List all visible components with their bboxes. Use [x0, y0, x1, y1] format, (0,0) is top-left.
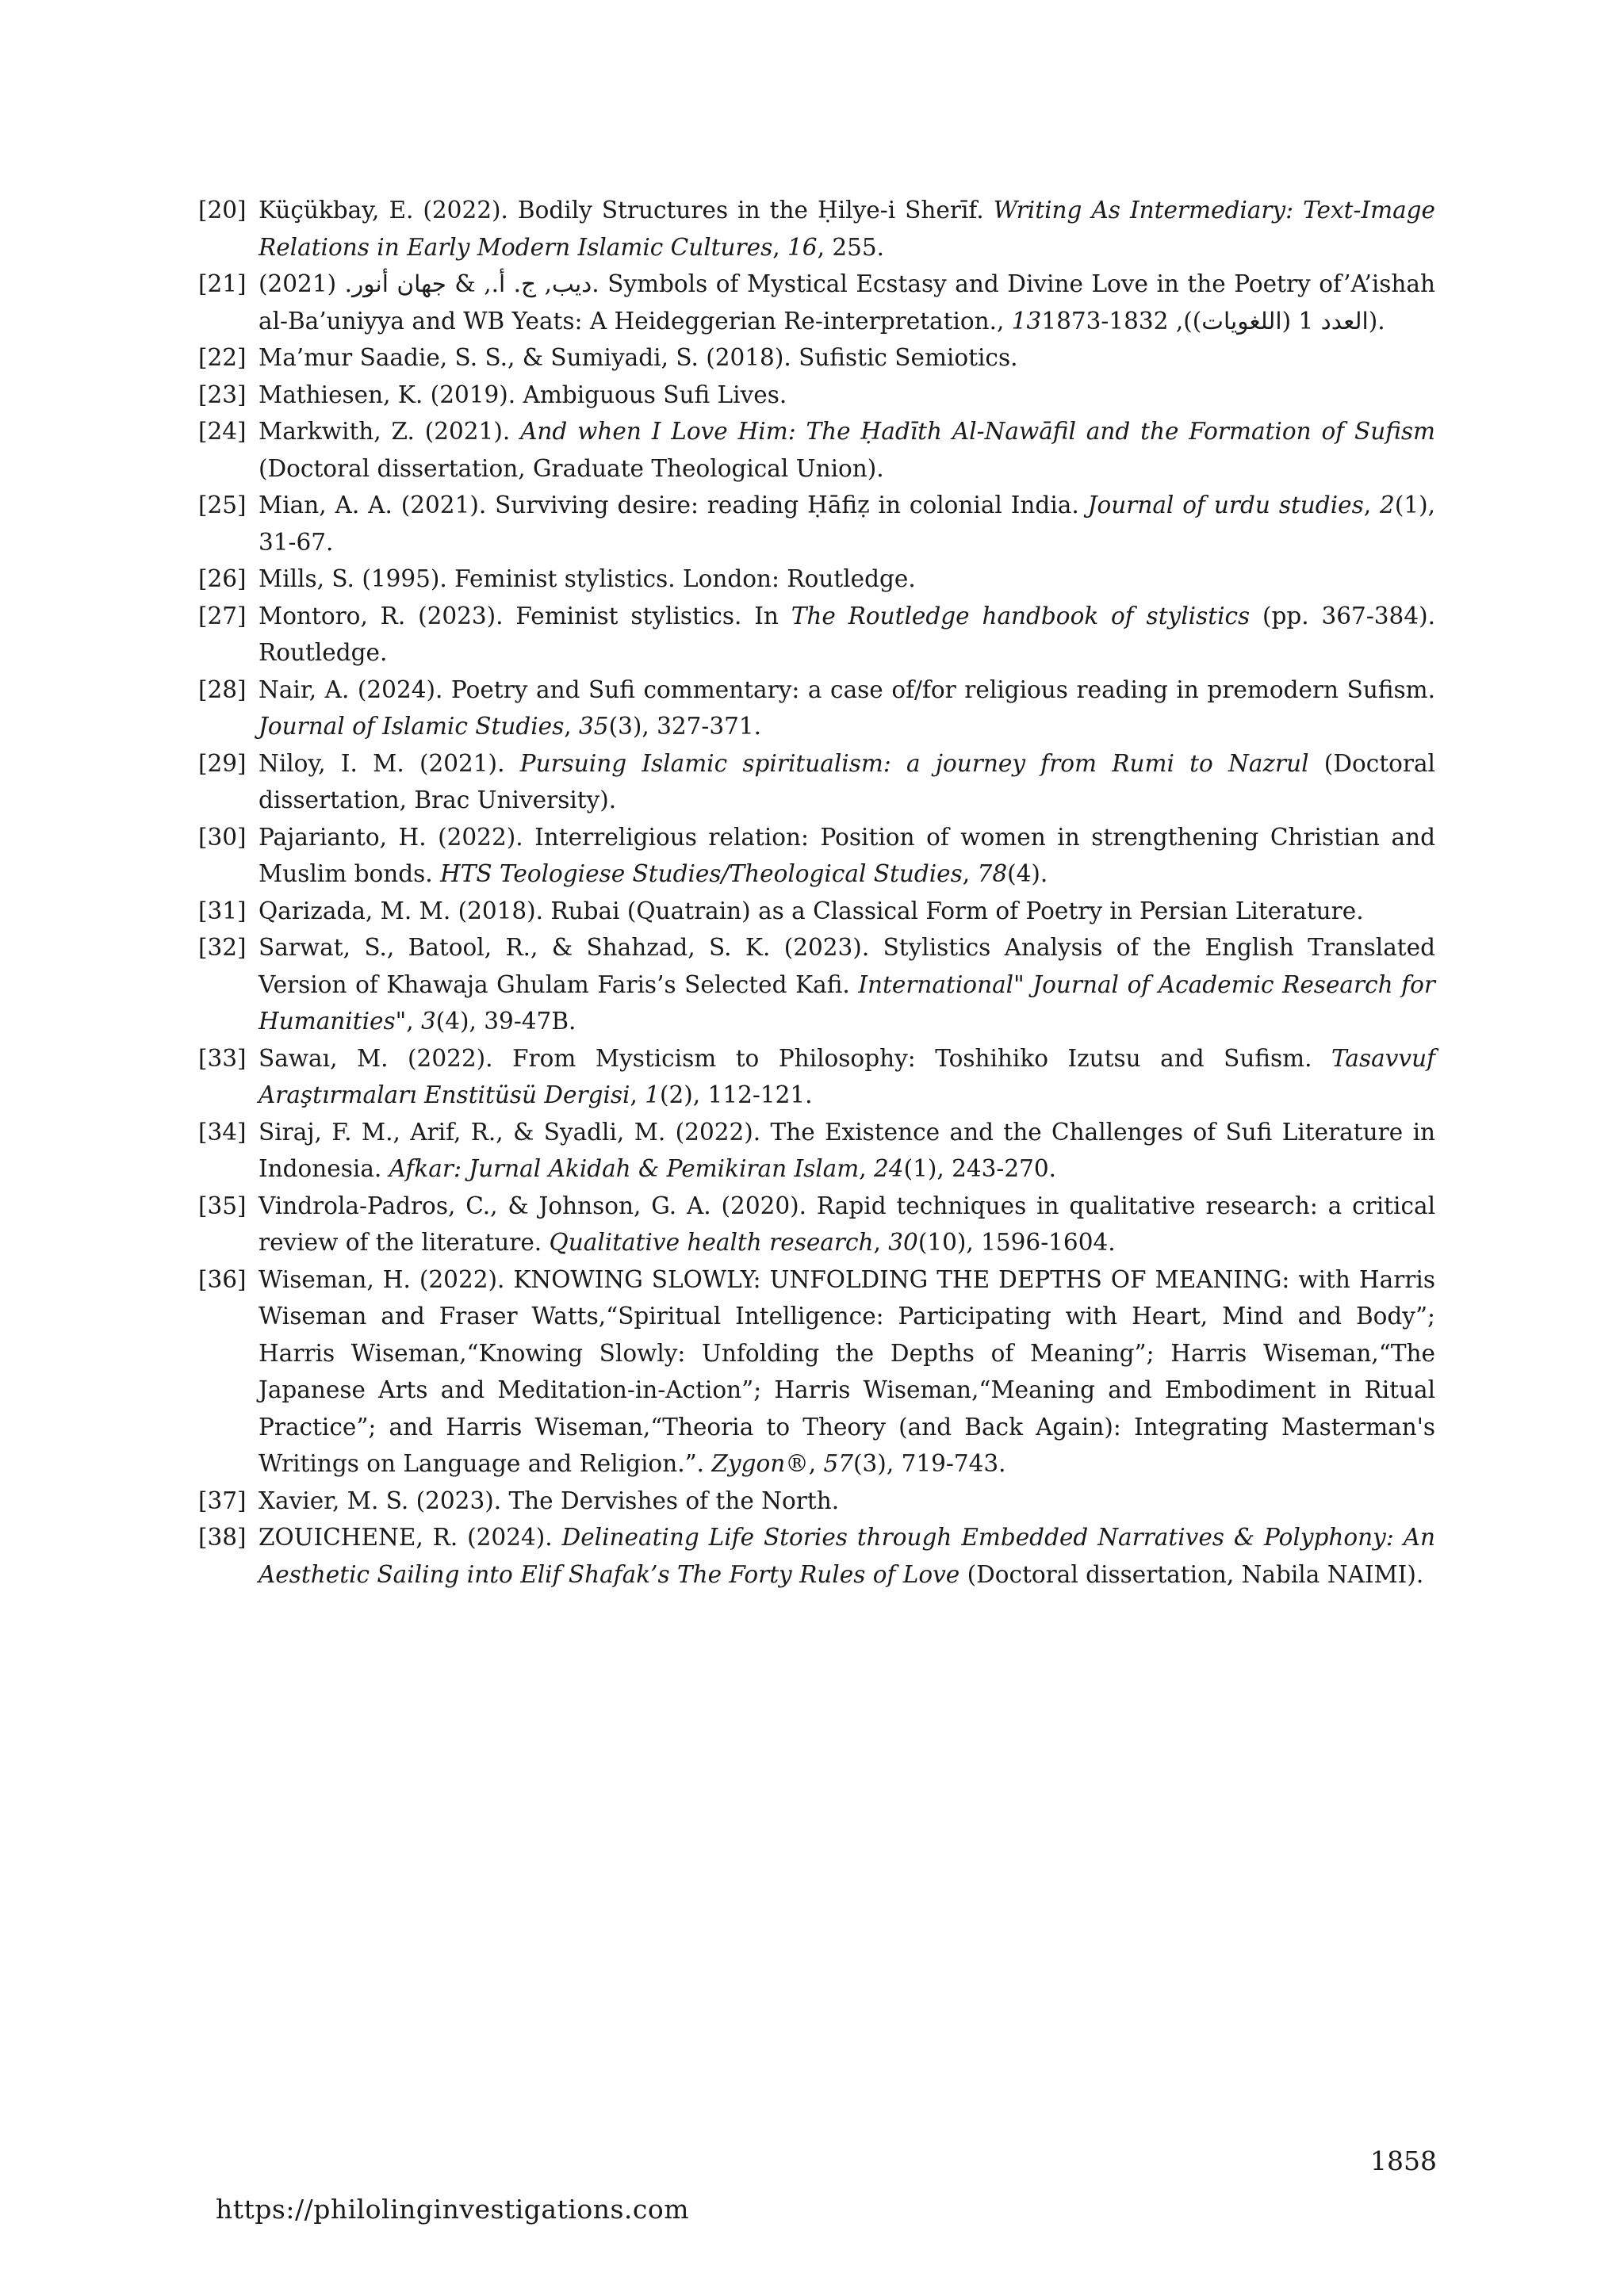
reference-text: (Doctoral dissertation, Graduate Theological Union). [259, 454, 884, 482]
reference-number: [38] [198, 1524, 247, 1551]
reference-italic-text: Afkar: Jurnal Akidah & Pemikiran Islam [389, 1155, 860, 1182]
reference-italic-text: 78 [977, 860, 1008, 887]
reference-item [198, 893, 1435, 930]
reference-number: [27] [198, 602, 247, 629]
reference-italic-text: Journal of Islamic Studies [259, 713, 565, 740]
reference-text: (1), 31-67. [259, 492, 1435, 556]
reference-text: Siraj, F. M., Arif, R., & Syadli, M. (2022). The Existence and the Challenges of Sufi Literature in Indonesia. [259, 1118, 1435, 1182]
reference-italic-text: 57 [823, 1450, 854, 1477]
reference-italic-text: 16 [787, 233, 818, 261]
reference-italic-text: Zygon® [711, 1450, 809, 1477]
reference-italic-text: 1 [645, 1081, 661, 1108]
reference-text: (4), 39-47B. [435, 1008, 576, 1035]
reference-text: Sawaı, M. (2022). From Mysticism to Philosophy: Toshihiko Izutsu and Sufism. [259, 1044, 1332, 1072]
reference-list [198, 192, 1435, 1593]
reference-italic-text: Pursuing Islamic spiritualism: a journey from Rumi to Nazrul [519, 749, 1309, 777]
reference-text: (2021) .ديب, ج. أ., & جهان أنور. Symbols of Mystical Ecstasy and Divine Love in the Poetry of’A’ishah al-Ba’uniyya and WB Yeats: A Heideggerian Re-interpretation., [259, 270, 1435, 335]
reference-item [198, 929, 1435, 1040]
reference-text: (Doctoral dissertation, Brac University). [259, 749, 1435, 813]
reference-item [198, 672, 1435, 745]
reference-text: Wiseman, H. (2022). KNOWING SLOWLY: UNFOLDING THE DEPTHS OF MEANING: with Harris Wiseman and Fraser Watts,“Spiritual Intelligence: Participating with Heart, Mind and Body”; Harris Wiseman,“Knowing Slowly: Unfolding the Depths of Meaning”; Harris Wiseman,“The Japanese Arts and Meditation-in-Action”; Harris Wiseman,“Meaning and Embodiment in Ritual Practice”; and Harris Wiseman,“Theoria to Theory (and Back Again): Integrating Masterman's Writings on Language and Religion.”. [259, 1265, 1435, 1477]
reference-text: Niloy, I. M. (2021). [259, 749, 520, 777]
reference-number: [20] [198, 197, 247, 224]
reference-item [198, 1261, 1435, 1483]
reference-text: (2), 112-121. [660, 1081, 813, 1108]
reference-text: Nair, A. (2024). Poetry and Sufi commentary: a case of/for religious reading in premodern Sufism. [259, 675, 1435, 703]
reference-italic-text: The Routledge handbook of stylistics [791, 602, 1251, 629]
reference-item [198, 598, 1435, 672]
reference-text: (10), 1596-1604. [917, 1229, 1116, 1256]
reference-number: [22] [198, 344, 247, 371]
reference-text: (pp. 367-384). Routledge. [259, 602, 1435, 666]
reference-text: , [808, 1450, 824, 1477]
reference-number: [24] [198, 418, 247, 445]
reference-item [198, 377, 1435, 414]
reference-number: [32] [198, 934, 247, 961]
reference-text: Qarizada, M. M. (2018). Rubai (Quatrain) as a Classical Form of Poetry in Persian Literature. [259, 897, 1364, 924]
reference-text: , [772, 233, 788, 261]
reference-italic-text: 35 [579, 713, 609, 740]
reference-number: [25] [198, 492, 247, 519]
reference-item [198, 339, 1435, 377]
reference-text: Sarwat, S., Batool, R., & Shahzad, S. K. (2023). Stylistics Analysis of the English Translated Version of Khawaja Ghulam Faris’s Selected Kafi. [259, 934, 1435, 998]
reference-italic-text: Delineating Life Stories through Embedded Narratives & Polyphony: An Aesthetic Sailing into Elif Shafak’s The Forty Rules of Love [259, 1524, 1435, 1588]
reference-italic-text: Tasavvuf Araştırmaları Enstitüsü Dergisi [259, 1044, 1435, 1108]
reference-text: Pajarianto, H. (2022). Interreligious relation: Position of women in strengthening Christian and Muslim bonds. [259, 823, 1435, 887]
reference-text: (4). [1007, 860, 1048, 887]
reference-item [198, 1483, 1435, 1520]
reference-text: Mian, A. A. (2021). Surviving desire: reading Ḥāfiẓ in colonial India. [259, 492, 1088, 519]
reference-number: [37] [198, 1487, 247, 1514]
reference-italic-text: 13 [1011, 307, 1042, 335]
reference-text: Mathiesen, K. (2019). Ambiguous Sufi Lives. [259, 381, 787, 408]
reference-italic-text: International" Journal of Academic Research for Humanities" [259, 970, 1435, 1035]
reference-number: [21] [198, 270, 247, 297]
reference-item [198, 1188, 1435, 1261]
reference-italic-text: 3 [420, 1008, 436, 1035]
reference-text: (Doctoral dissertation, Nabila NAIMI). [959, 1560, 1424, 1588]
reference-number: [34] [198, 1118, 247, 1146]
page-number: 1858 [1370, 2145, 1437, 2176]
reference-italic-text: Qualitative health research [549, 1229, 874, 1256]
reference-text: Vindrola-Padros, C., & Johnson, G. A. (2020). Rapid techniques in qualitative research: a critical review of the literature. [259, 1192, 1435, 1256]
reference-text: Montoro, R. (2023). Feminist stylistics. In [259, 602, 791, 629]
reference-item [198, 1519, 1435, 1593]
reference-item [198, 745, 1435, 819]
reference-italic-text: Journal of urdu studies [1087, 492, 1364, 519]
footer-url[interactable]: https://philolinginvestigations.com [216, 2194, 690, 2225]
reference-italic-text: 30 [888, 1229, 918, 1256]
reference-italic-text: HTS Teologiese Studies/Theological Studies [440, 860, 963, 887]
reference-italic-text: 2 [1380, 492, 1395, 519]
reference-number: [26] [198, 565, 247, 592]
reference-text: , [630, 1081, 645, 1108]
reference-text: , [406, 1008, 421, 1035]
reference-text: ZOUICHENE, R. (2024). [259, 1524, 562, 1551]
reference-number: [23] [198, 381, 247, 408]
reference-italic-text: 24 [874, 1155, 904, 1182]
reference-number: [30] [198, 823, 247, 851]
reference-text: , [859, 1155, 875, 1182]
reference-text: , [873, 1229, 889, 1256]
reference-number: [33] [198, 1044, 247, 1072]
reference-italic-text: Writing As Intermediary: Text-Image Relations in Early Modern Islamic Cultures [259, 197, 1435, 261]
reference-text: 1873-1832 ,(العدد 1 (اللغويات)). [1041, 307, 1385, 335]
reference-number: [31] [198, 897, 247, 924]
reference-text: (3), 327-371. [608, 713, 762, 740]
reference-item [198, 1114, 1435, 1188]
reference-number: [28] [198, 675, 247, 703]
reference-text: , [1363, 492, 1381, 519]
reference-item [198, 819, 1435, 893]
reference-text: Küçükbay, E. (2022). Bodily Structures in the Ḥilye-i Sherīf. [259, 197, 994, 224]
reference-text: , 255. [817, 233, 885, 261]
reference-number: [29] [198, 749, 247, 777]
reference-item [198, 487, 1435, 561]
reference-item [198, 192, 1435, 266]
reference-text: Ma’mur Saadie, S. S., & Sumiyadi, S. (2018). Sufistic Semiotics. [259, 344, 1018, 371]
reference-text: (1), 243-270. [903, 1155, 1057, 1182]
reference-italic-text: And when I Love Him: The Ḥadīth Al-Nawāfil and the Formation of Sufism [520, 418, 1435, 445]
reference-text: Markwith, Z. (2021). [259, 418, 521, 445]
reference-text: Xavier, M. S. (2023). The Dervishes of the North. [259, 1487, 840, 1514]
reference-text: Mills, S. (1995). Feminist stylistics. London: Routledge. [259, 565, 916, 592]
reference-number: [36] [198, 1265, 247, 1293]
reference-item [198, 561, 1435, 598]
reference-item [198, 266, 1435, 339]
reference-text: , [962, 860, 978, 887]
reference-text: , [564, 713, 580, 740]
reference-text: (3), 719-743. [853, 1450, 1006, 1477]
reference-number: [35] [198, 1192, 247, 1219]
reference-item [198, 1040, 1435, 1114]
reference-item [198, 413, 1435, 487]
